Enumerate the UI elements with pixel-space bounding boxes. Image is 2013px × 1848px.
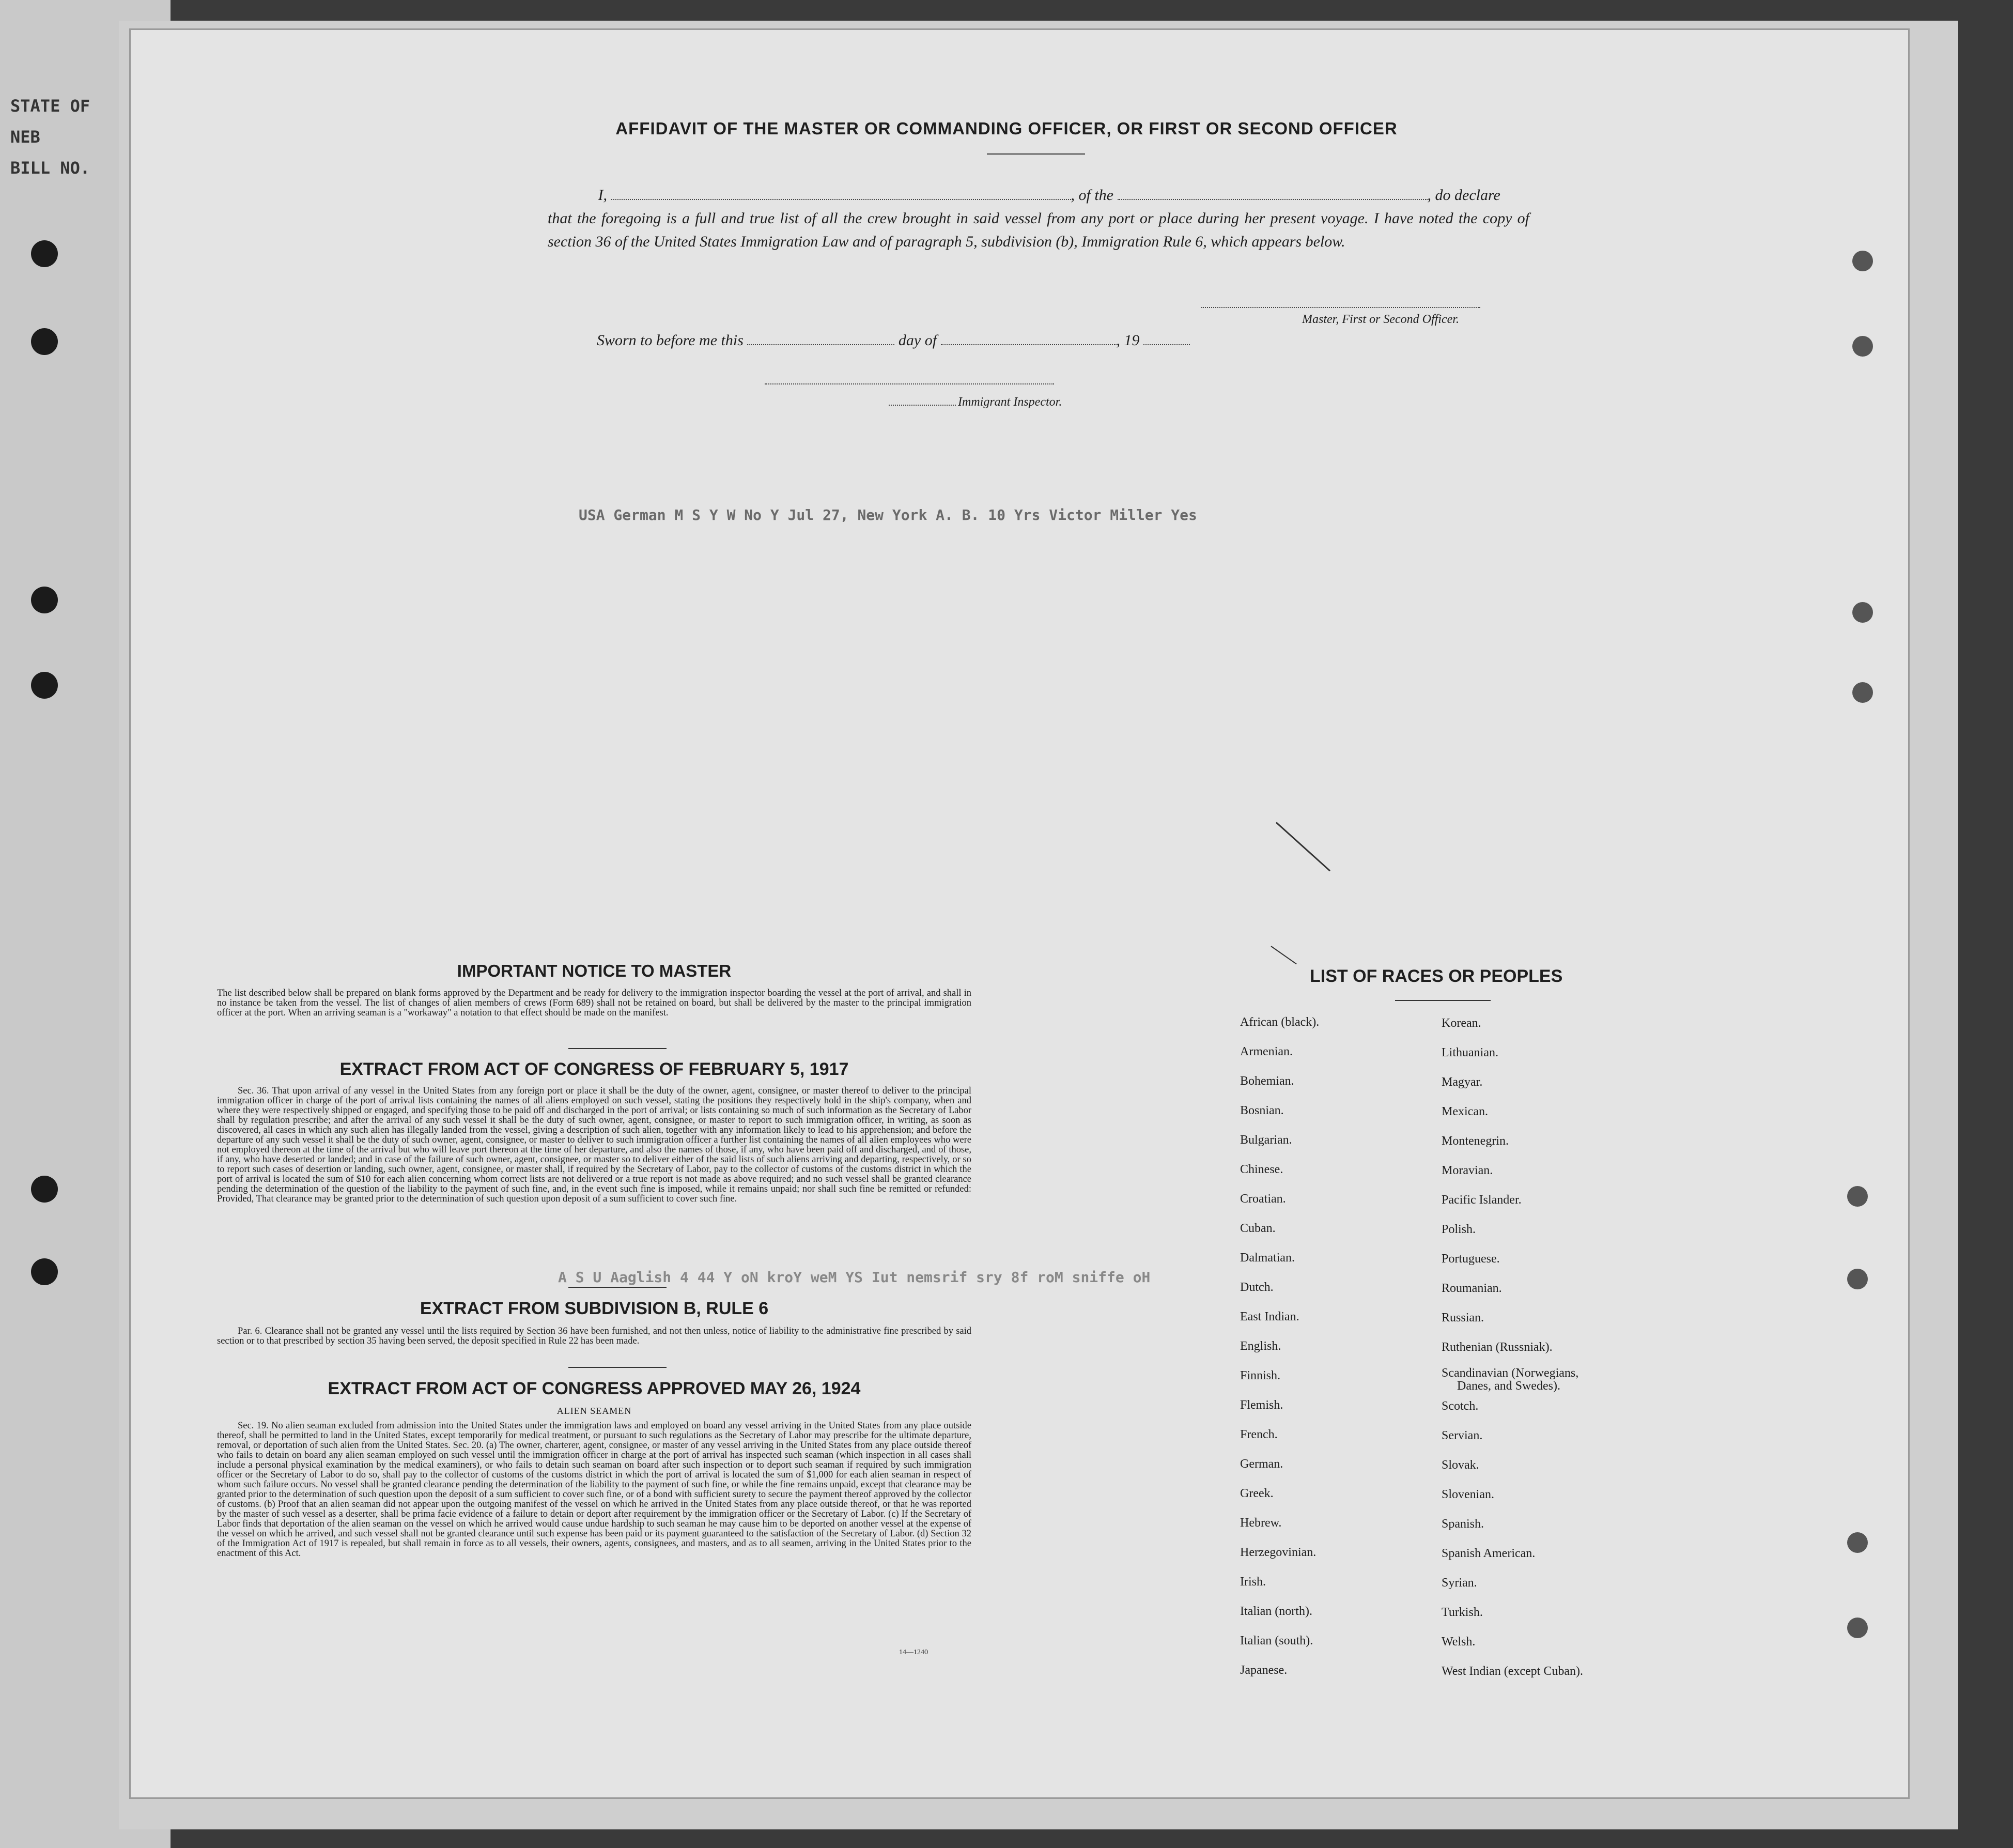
sworn-line xyxy=(597,330,1190,349)
of-the-label: , of the xyxy=(1071,187,1113,204)
extract-1917-text: Sec. 36. That upon arrival of any vessel in the United States from any foreign port or place it shall be the duty of the owner, agent, consignee, or master thereof to deliver to the principal immigration officer in charge of the port of arrival lists containing the names of all aliens employed on such vessel, stating the positions they respectively hold in the ship's company, when and where they were respectively shipped or engaged, and specifying those to be paid off and discharged in the port of arrival; or lists containing so much of such information as the Secretary of Labor shall by regulation prescribe; and after the arrival of any such vessel it shall be the duty of such owner, agent, consignee, or master to report to such immigration officer, in writing, as soon as discovered, all cases in which any such alien has illegally landed from the vessel, giving a description of such alien, together with any information likely to lead to his apprehension; and before the departure of any such vessel it shall be the duty of such owner, agent, consignee, or master to deliver to such immigration officer a further list containing the names of all alien employees who were not employed thereon at the time of the arrival but who will leave port thereon at the time of her departure, and also the names of those, if any, who have been paid off and discharged, and of those, if any, who have deserted or landed; and in case of the failure of such owner, agent, consignee, or master so to deliver either of the said lists of such aliens arriving and departing, respectively, or so to report such cases of desertion or landing, such owner, agent, consignee, or master shall, if required by the Secretary of Labor, pay to the collector of customs of the customs district in which the port of arrival is located the sum of $10 for each alien concerning whom correct lists are not delivered or a true report is not made as above required; and no such vessel shall be granted clearance pending the determination of the question of the liability to the payment of such fine, and, in the event such fine is imposed, while it remains unpaid; nor shall such fine be remitted or refunded: Provided, That clearance may be granted prior to the determination of such question upon deposit of a sum sufficient to cover such fine. xyxy=(217,1086,971,1204)
race-item: Lithuanian. xyxy=(1442,1046,1498,1059)
bleed-through-row-2: A S U Aaglish 4 44 Y oN kroY weM YS Iut nemsrif sry 8f roM sniffe oH xyxy=(558,1269,1151,1286)
race-item: Japanese. xyxy=(1240,1664,1288,1677)
bleed-through-row-1: USA German M S Y W No Y Jul 27, New York A. B. 10 Yrs Victor Miller Yes xyxy=(579,506,1197,523)
race-item: Dalmatian. xyxy=(1240,1251,1295,1265)
affidavit-line-1 xyxy=(548,183,1529,207)
stamp-line: STATE OF NEB xyxy=(10,96,90,147)
race-item: West Indian (except Cuban). xyxy=(1442,1665,1583,1678)
races-rule xyxy=(1395,1000,1491,1001)
punch-hole xyxy=(1852,602,1873,623)
notice-title: IMPORTANT NOTICE TO MASTER xyxy=(457,961,732,980)
section-rule xyxy=(568,1287,667,1288)
sworn-month-field[interactable] xyxy=(941,330,1117,345)
extract-1924-title: EXTRACT FROM ACT OF CONGRESS APPROVED MAY 26, 1924 xyxy=(328,1379,861,1398)
races-title: LIST OF RACES OR PEOPLES xyxy=(1310,966,1563,986)
punch-hole xyxy=(1852,251,1873,271)
extract-1917-title: EXTRACT FROM ACT OF CONGRESS OF FEBRUARY 5, 1917 xyxy=(339,1059,849,1079)
master-signature-field[interactable] xyxy=(1201,296,1480,308)
punch-hole xyxy=(31,672,58,699)
race-item: Spanish. xyxy=(1442,1517,1484,1531)
race-item: Bosnian. xyxy=(1240,1104,1284,1117)
punch-hole xyxy=(1852,682,1873,703)
punch-hole xyxy=(1847,1532,1868,1553)
punch-hole xyxy=(31,1176,58,1203)
sworn-prefix: Sworn to before me this xyxy=(597,332,744,349)
race-item: Flemish. xyxy=(1240,1398,1283,1412)
inspector-signature-field[interactable] xyxy=(765,372,1054,384)
section-rule xyxy=(568,1367,667,1368)
punch-hole xyxy=(1847,1186,1868,1207)
race-item: Chinese. xyxy=(1240,1163,1283,1176)
race-item: Portuguese. xyxy=(1442,1252,1500,1266)
inspector-label: Immigrant Inspector. xyxy=(958,395,1062,409)
extract-rule6-text: Par. 6. Clearance shall not be granted any vessel until the lists required by Section 36 have been furnished, and not then unless, notice of liability to the administrative fine prescribed by said section or to that prescribed by section 35 having been served, the deposit specified in Rule 22 has been made. xyxy=(217,1326,971,1346)
race-item: Scandinavian (Norwegians, xyxy=(1442,1366,1579,1380)
race-item: Slovak. xyxy=(1442,1458,1479,1472)
inspector-line xyxy=(889,395,1062,409)
extract-1924-subtitle: ALIEN SEAMEN xyxy=(556,1406,632,1416)
declarant-label: I, xyxy=(598,187,607,204)
race-item: Spanish American. xyxy=(1442,1547,1536,1560)
vessel-name-field[interactable] xyxy=(1118,184,1428,200)
race-item: Slovenian. xyxy=(1442,1488,1494,1501)
declare-label: , do declare xyxy=(1427,187,1500,204)
sworn-day-field[interactable] xyxy=(747,330,894,345)
race-item: Korean. xyxy=(1442,1017,1481,1030)
race-item: Magyar. xyxy=(1442,1075,1483,1089)
race-item: Moravian. xyxy=(1442,1164,1493,1177)
race-item: Montenegrin. xyxy=(1442,1134,1509,1148)
form-number: 14—1240 xyxy=(899,1649,928,1656)
race-item: Bohemian. xyxy=(1240,1074,1294,1088)
race-item: Greek. xyxy=(1240,1487,1274,1500)
race-item: Finnish. xyxy=(1240,1369,1281,1382)
punch-hole xyxy=(31,1258,58,1285)
race-item: Ruthenian (Russniak). xyxy=(1442,1341,1553,1354)
master-signature-label: Master, First or Second Officer. xyxy=(1302,313,1459,326)
race-item: Herzegovinian. xyxy=(1240,1546,1317,1559)
race-item: Cuban. xyxy=(1240,1222,1276,1235)
race-item-continuation: Danes, and Swedes). xyxy=(1457,1379,1560,1393)
race-item: Pacific Islander. xyxy=(1442,1193,1522,1207)
declarant-name-field[interactable] xyxy=(611,184,1071,200)
punch-hole xyxy=(31,587,58,613)
race-item: Italian (south). xyxy=(1240,1634,1313,1647)
sworn-year-field[interactable] xyxy=(1143,330,1190,345)
race-item: Roumanian. xyxy=(1442,1282,1502,1295)
race-item: Croatian. xyxy=(1240,1192,1286,1206)
punch-hole xyxy=(31,328,58,355)
race-item: Russian. xyxy=(1442,1311,1484,1325)
race-item: Bulgarian. xyxy=(1240,1133,1292,1147)
section-rule xyxy=(568,1048,667,1049)
race-item: French. xyxy=(1240,1428,1278,1441)
notice-text: The list described below shall be prepared on blank forms approved by the Department and be ready for delivery to the immigration inspector boarding the vessel at the port of arrival, and shall in no instance be taken from the vessel. The list of changes of alien members of crews (Form 689) shall not be retained on board, but shall be delivered by the master to the principal immigration officer at the port. When an arriving seaman is a "workaway" a notation to that effect should be made on the manifest. xyxy=(217,988,971,1018)
inspector-dots xyxy=(889,395,956,406)
race-item: Hebrew. xyxy=(1240,1516,1282,1530)
race-item: Syrian. xyxy=(1442,1576,1477,1590)
race-item: Welsh. xyxy=(1442,1635,1476,1649)
stamp-line: BILL NO. xyxy=(10,158,90,178)
race-item: Polish. xyxy=(1442,1223,1476,1236)
sworn-year-label: , 19 xyxy=(1116,332,1140,349)
race-item: Turkish. xyxy=(1442,1606,1483,1619)
affidavit-title: AFFIDAVIT OF THE MASTER OR COMMANDING OFFICER, OR FIRST OR SECOND OFFICER xyxy=(615,119,1398,138)
race-item: Armenian. xyxy=(1240,1045,1293,1058)
affidavit-text xyxy=(548,183,1529,253)
punch-hole xyxy=(1852,336,1873,357)
extract-rule6-title: EXTRACT FROM SUBDIVISION B, RULE 6 xyxy=(420,1299,769,1318)
punch-hole xyxy=(1847,1618,1868,1638)
race-item: East Indian. xyxy=(1240,1310,1299,1323)
sworn-day-label: day of xyxy=(898,332,937,349)
race-item: Italian (north). xyxy=(1240,1605,1312,1618)
extract-1924-text: Sec. 19. No alien seaman excluded from admission into the United States under the immigration laws and employed on board any vessel arriving in the United States from any place outside thereof, shall be permitted to land in the United States, except temporarily for medical treatment, or pursuant to such regulations as the Secretary of Labor may prescribe for the ultimate departure, removal, or deportation of such alien from the United States. Sec. 20. (a) The owner, charterer, agent, consignee, or master of any vessel arriving in the United States from any place outside thereof who fails to detain on board any alien seaman employed on such vessel until the immigration officer in charge at the port of arrival has inspected such seaman (which inspection in all cases shall include a personal physical examination by the medical examiners), or who fails to detain such seaman on board after such inspection or to deport such seaman if required by such immigration officer or the Secretary of Labor to do so, shall pay to the collector of customs of the customs district in which the port of arrival is located the sum of $1,000 for each alien seaman in respect of whom such failure occurs. No vessel shall be granted clearance pending the determination of the liability to the payment of such fine, or while the fine remains unpaid, except that clearance may be granted prior to the determination of such question upon the deposit of a sum sufficient to cover such fine, or of a bond with sufficient surety to secure the payment thereof approved by the collector of customs. (b) Proof that an alien seaman did not appear upon the outgoing manifest of the vessel on which he arrived in the United States from any place outside thereof, or that he was reported by the master of such vessel as a deserter, shall be prima facie evidence of a failure to detain or deport after requirement by the immigration officer or the Secretary of Labor. (c) If the Secretary of Labor finds that deportation of the alien seaman on the vessel on which he arrived would cause undue hardship to such seaman he may cause him to be deported on another vessel at the expense of the vessel on which he arrived, and such vessel shall not be granted clearance until such expense has been paid or its payment guaranteed to the satisfaction of the Secretary of Labor. (d) Section 32 of the Immigration Act of 1917 is repealed, but shall remain in force as to all vessels, their owners, agents, consignees, and masters, and as to all seamen, arriving in the United States prior to the enactment of this Act. xyxy=(217,1421,971,1559)
title-rule xyxy=(987,153,1085,155)
race-item: Irish. xyxy=(1240,1575,1266,1589)
race-item: English. xyxy=(1240,1339,1281,1353)
punch-hole xyxy=(1847,1269,1868,1289)
race-item: German. xyxy=(1240,1457,1283,1471)
race-item: Scotch. xyxy=(1442,1399,1479,1413)
race-item: African (black). xyxy=(1240,1015,1320,1029)
race-item: Dutch. xyxy=(1240,1281,1274,1294)
affidavit-body: that the foregoing is a full and true list of all the crew brought in said vessel from any port or place during her present voyage. I have noted the copy of section 36 of the United States Immigration Law and of paragraph 5, subdivision (b), Immigration Rule 6, which appears below. xyxy=(548,210,1529,250)
race-item: Mexican. xyxy=(1442,1105,1488,1118)
race-item: Servian. xyxy=(1442,1429,1483,1442)
punch-hole xyxy=(31,240,58,267)
